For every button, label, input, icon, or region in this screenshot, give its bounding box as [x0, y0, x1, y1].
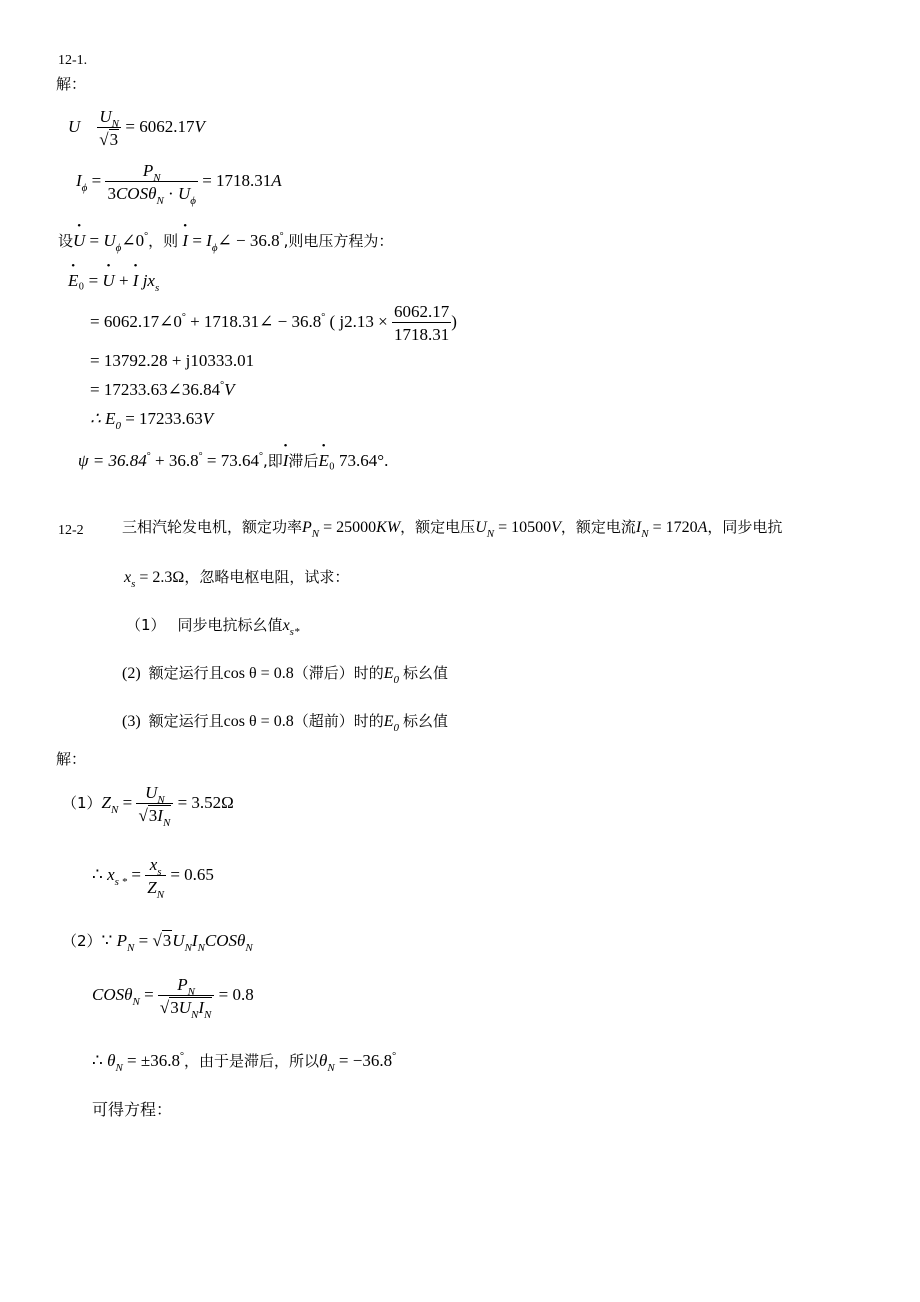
assumption-line: 设• $U = U_\phi\angle 0^\circ$，则 • $I = I_\phi\angle - 36.8^\circ$,则电压方程为：: [58, 232, 393, 249]
formula-i-phase: $I_\phi$ = $\frac{P_N}{3COS\theta_N \cdot U_\phi}$ = 1718.31A: [76, 161, 282, 207]
equation-step-3: = 17233.63∠36.84°V: [90, 380, 235, 399]
problem-number: 12-1.: [58, 53, 88, 68]
formula-theta: ∴ $\theta_N = \pm 36.8^\circ$，由于是滞后，所以$\theta_N = -36.8^\circ$: [92, 1051, 397, 1074]
problem-number: 12-2: [58, 523, 84, 538]
equation-label: 可得方程：: [92, 1100, 173, 1119]
solution-label: 解：: [56, 750, 87, 768]
question-3: (3) 额定运行且cos θ = 0.8（超前）时的$E_0$ 标幺值: [122, 712, 448, 734]
formula-zn: $(1)Z_N$ = $\frac{U_N}{√3I_N}$ = 3.52Ω: [62, 783, 234, 829]
question-2: (2) 额定运行且cos θ = 0.8（滞后）时的$E_0$ 标幺值: [122, 664, 448, 686]
formula-cos: COSθ$_N$ = $\frac{P_N}{√3U_NI_N}$ = 0.8: [92, 975, 254, 1021]
problem-statement-cont: $x_s = 2.3\Omega$，忽略电枢电阻，试求：: [124, 568, 350, 590]
voltage-equation: • E₀ = • U + • I $jx_s$: [68, 272, 159, 289]
formula-xs-star: ∴ $x_{s *}$ = $\frac{x_s}{Z_N}$ = 0.65: [92, 855, 214, 901]
formula-pn: （2）∵ $P_N = √3U_NI_NCOS\theta_N$: [62, 931, 253, 954]
equation-step-2: = 13792.28 + j10333.01: [90, 351, 255, 370]
equation-step-1: = 6062.17∠0° + 1718.31∠ − 36.8° ( j2.13 × $\frac{6062.17}{1718.31}$ ): [90, 302, 457, 344]
equation-step-4: ∴ $E_0 = 17233.63V$: [90, 409, 214, 432]
problem-statement: 三相汽轮发电机，额定功率$P_N = 25000KW$，额定电压$U_N = 10500V$，额定电流$I_N = 1720A$，同步电抗: [122, 518, 783, 540]
psi-line: ψ = 36.84° + 36.8° = 73.64°,即• I滞后• E₀ 73.64°.: [78, 452, 388, 469]
solution-label: 解：: [56, 75, 87, 93]
formula-u: U $\frac{U_N}{√3}$ = 6062.17V: [68, 107, 205, 149]
question-1: （1） 同步电抗标幺值$x_{s*}$: [126, 616, 300, 638]
